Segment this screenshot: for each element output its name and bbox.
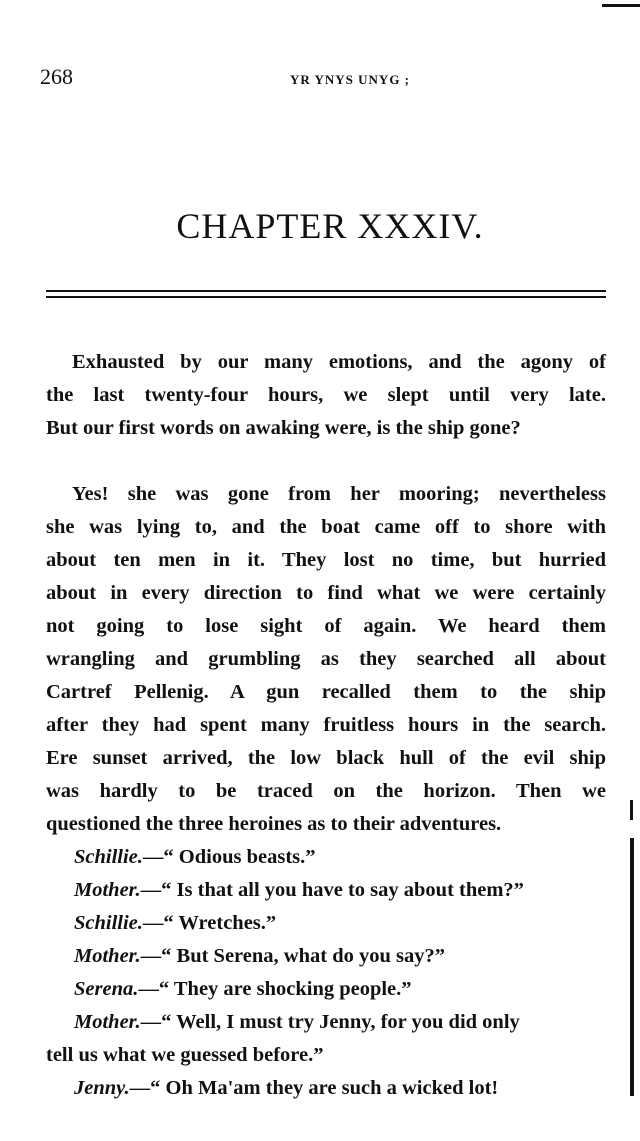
paragraph-line: Exhausted by our many emotions, and the agony of (72, 351, 606, 373)
paragraph-line: about ten men in it. They lost no time, but hurried (46, 549, 606, 571)
paragraph-line: Yes! she was gone from her mooring; nevertheless (72, 483, 606, 505)
dialogue-line (46, 973, 606, 1006)
speech-text: —“ But Serena, what do you say?” (140, 945, 445, 967)
dialogue-line (46, 841, 606, 874)
speech-text: —“ Is that all you have to say about them?” (140, 879, 524, 901)
paragraph-line: the last twenty-four hours, we slept until very late. (46, 384, 606, 406)
scan-edge-mark-top (602, 4, 640, 7)
dialogue-line (46, 940, 606, 973)
dialogue-line (46, 907, 606, 940)
paragraph-line: she was lying to, and the boat came off to shore with (46, 516, 606, 538)
speech-text: —“ Well, I must try Jenny, for you did only (140, 1011, 520, 1033)
scan-edge-mark (630, 800, 633, 820)
speech-text: —“ Odious beasts.” (142, 846, 316, 868)
speech-text: —“ Wretches.” (142, 912, 277, 934)
speech-text: —“ Oh Ma'am they are such a wicked lot! (129, 1077, 499, 1099)
chapter-title: CHAPTER XXXIV. (176, 206, 484, 246)
page-number: 268 (40, 64, 73, 89)
paragraph-line: after they had spent many fruitless hours in the search. (46, 714, 606, 736)
scan-edge-bar (630, 838, 634, 1096)
paragraph-line: Ere sunset arrived, the low black hull of the evil ship (46, 747, 606, 769)
speaker-name: Mother. (74, 879, 141, 901)
speaker-name: Schillie. (74, 912, 143, 934)
paragraph-line: about in every direction to find what we were certainly (46, 582, 606, 604)
speech-text: —“ They are shocking people.” (138, 978, 412, 1000)
speaker-name: Serena. (74, 978, 139, 1000)
paragraph-line: not going to lose sight of again. We heard them (46, 615, 606, 637)
dialogue-line (46, 874, 606, 907)
speaker-name: Mother. (74, 945, 141, 967)
paragraph-line: was hardly to be traced on the horizon. Then we (46, 780, 606, 802)
running-title: YR YNYS UNYG ; (289, 72, 411, 87)
paragraph-line: Cartref Pellenig. A gun recalled them to the ship (46, 681, 606, 703)
dialogue-line (46, 1006, 606, 1039)
speaker-name: Jenny. (74, 1077, 130, 1099)
paragraph-line: questioned the three heroines as to their adventures. (46, 813, 502, 835)
double-rule-divider (46, 290, 606, 299)
paragraph-line: wrangling and grumbling as they searched all about (46, 648, 606, 670)
paragraph-line: But our first words on awaking were, is the ship gone? (46, 417, 521, 439)
running-head (40, 64, 600, 94)
dialogue-line (46, 1072, 606, 1105)
speaker-name: Mother. (74, 1011, 141, 1033)
body-text (46, 346, 606, 1105)
dialogue-continuation: tell us what we guessed before.” (46, 1044, 324, 1066)
speaker-name: Schillie. (74, 846, 143, 868)
